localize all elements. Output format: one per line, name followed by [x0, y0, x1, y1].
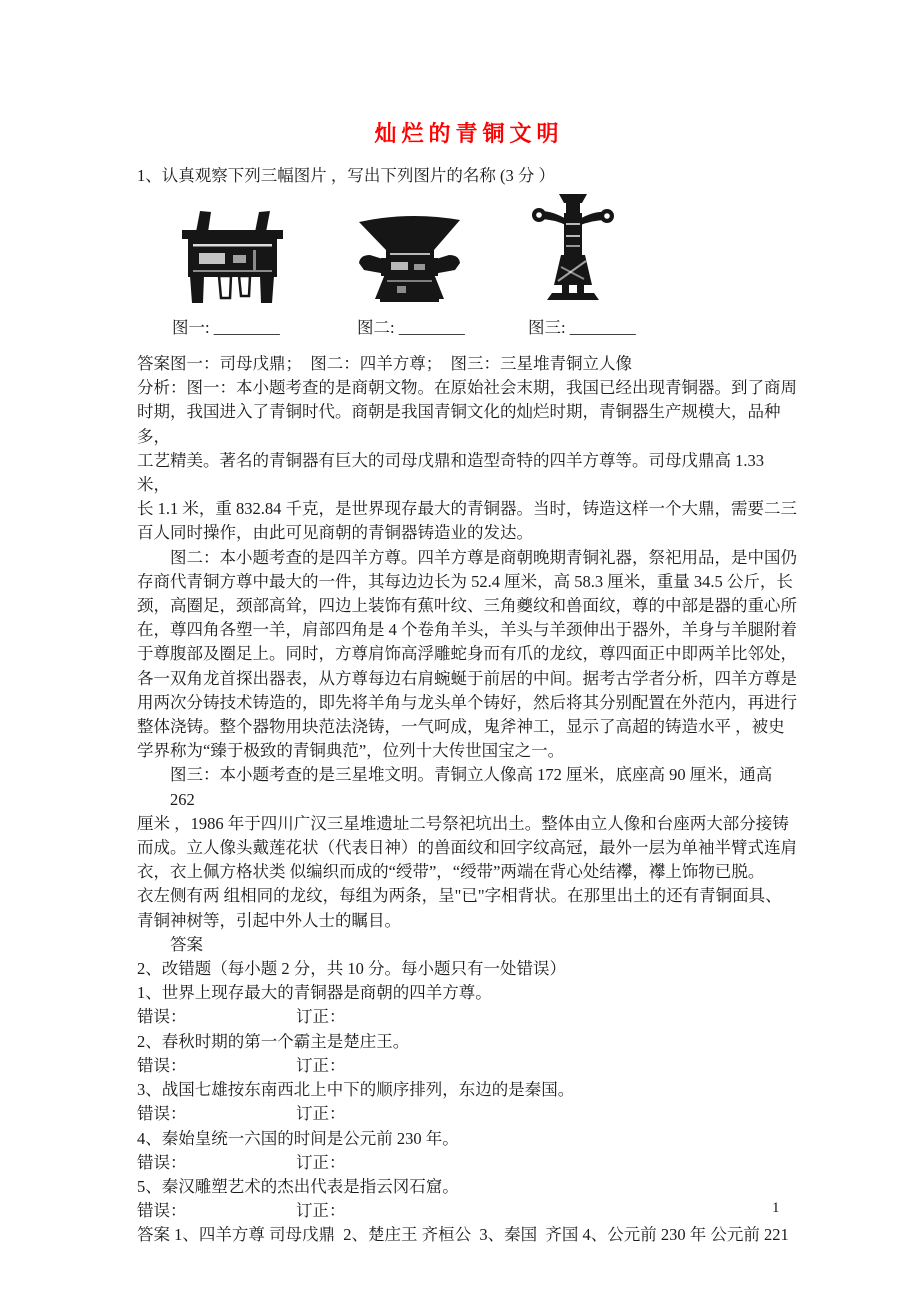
analysis-line: 图三：本小题考查的是三星堆文明。青铜立人像高 172 厘米，底座高 90 厘米，通高 262	[170, 765, 777, 809]
error-correction-row	[137, 1102, 801, 1126]
correction-label: 订正：	[296, 1152, 346, 1172]
analysis-line: 时期，我国进入了青铜时代。商朝是我国青铜文化的灿烂时期，青铜器生产规模大，品种多，	[137, 402, 781, 446]
figure1-label: 图一:	[172, 318, 210, 337]
analysis-line: 用两次分铸技术铸造的，即先将羊角与龙头单个铸好，然后将其分别配置在外范内，再进行	[137, 692, 797, 712]
analysis-line: 青铜神树等，引起中外人士的瞩目。	[137, 910, 401, 930]
analysis-line: 图二：本小题考查的是四羊方尊。四羊方尊是商朝晚期青铜礼器，祭祀用品，是中国仍	[170, 547, 797, 567]
analysis-line: 衣左侧有两 组相同的龙纹，每组为两条，呈"已"字相背状。在那里出土的还有青铜面具、	[137, 886, 782, 906]
figure1-caption	[172, 314, 280, 338]
correction-label: 订正：	[296, 1007, 346, 1027]
question1-prompt: 1、认真观察下列三幅图片 ，写出下列图片的名称 (3 分 ）	[137, 166, 555, 185]
analysis-line: 学界称为“臻于极致的青铜典范”，位列十大传世国宝之一。	[137, 741, 565, 761]
analysis-line: 长 1.1 米，重 832.84 千克，是世界现存最大的青铜器。当时，铸造这样一个大鼎，需要二三	[137, 499, 797, 519]
question2-statement: 4、秦始皇统一六国的时间是公元前 230 年。	[137, 1128, 459, 1148]
analysis-line: 于尊腹部及圈足上。同时，方尊肩饰高浮雕蛇身而有爪的龙纹，尊四面正中即两羊比邻处，	[137, 644, 797, 664]
error-correction-row	[137, 1054, 801, 1078]
analysis-line: 在，尊四角各塑一羊，肩部四角是 4 个卷角羊头，羊头与羊颈伸出于器外，羊身与羊腿附着	[137, 620, 797, 640]
analysis-line: 分析：图一：本小题考查的是商朝文物。在原始社会末期，我国已经出现青铜器。到了商周	[137, 378, 797, 398]
error-label: 错误：	[137, 1104, 187, 1124]
analysis-line: 厘米 ，1986 年于四川广汉三星堆遗址二号祭祀坑出土。整体由立人像和台座两大部分接铸	[137, 813, 789, 833]
question2-statement: 5、秦汉雕塑艺术的杰出代表是指云冈石窟。	[137, 1176, 459, 1196]
bronze-statue-figure	[528, 193, 618, 303]
error-correction-row	[137, 1151, 801, 1175]
answers-word: 答案	[170, 934, 203, 954]
analysis-line: 而成。立人像头戴莲花状（代表日神）的兽面纹和回字纹高冠，最外一层为单袖半臂式连肩	[137, 838, 797, 858]
analysis-line: 整体浇铸。整个器物用块范法浇铸，一气呵成，鬼斧神工，显示了高超的铸造水平 ，被史	[137, 717, 785, 737]
figure3-blank: ________	[569, 318, 636, 337]
error-label: 错误：	[137, 1201, 187, 1221]
error-correction-row	[137, 1005, 801, 1029]
question2-answer-line: 答案 1、四羊方尊 司母戊鼎 2、楚庄王 齐桓公 3、秦国 齐国 4、公元前 230 年 公元前 221	[137, 1225, 789, 1245]
analysis-line: 各一双角龙首探出器表，从方尊每边右肩蜿蜒于前居的中间。据考古学者分析，四羊方尊是	[137, 668, 797, 688]
analysis-line: 衣，衣上佩方格状类 似编织而成的“绶带”，“绶带”两端在背心处结襻，襻上饰物已脱。	[137, 862, 765, 882]
analysis-line: 存商代青铜方尊中最大的一件，其每边边长为 52.4 厘米，高 58.3 厘米，重量 34.5 公斤，长	[137, 571, 793, 591]
figure2-caption	[357, 314, 465, 338]
analysis-line: 颈，高圈足，颈部高耸，四边上装饰有蕉叶纹、三角夔纹和兽面纹，尊的中部是器的重心所	[137, 596, 797, 616]
figure2-blank: ________	[398, 318, 465, 337]
question2-statement: 1、世界上现存最大的青铜器是商朝的四羊方尊。	[137, 983, 492, 1003]
analysis-line: 百人同时操作，由此可见商朝的青铜器铸造业的发达。	[137, 523, 533, 543]
bronze-ding-figure	[175, 208, 290, 304]
analysis-line: 工艺精美。著名的青铜器有巨大的司母戊鼎和造型奇特的四羊方尊等。司母戊鼎高 1.33 米，	[137, 450, 769, 495]
question1-answer-line: 答案图一：司母戊鼎； 图二：四羊方尊； 图三：三星堆青铜立人像	[137, 354, 632, 373]
error-correction-row	[137, 1199, 801, 1223]
error-label: 错误：	[137, 1055, 187, 1075]
correction-label: 订正：	[296, 1104, 346, 1124]
correction-label: 订正：	[296, 1055, 346, 1075]
bronze-zun-image	[357, 210, 462, 303]
question2-statement: 3、战国七雄按东南西北上中下的顺序排列，东边的是秦国。	[137, 1080, 575, 1100]
page-number: 1	[772, 1200, 780, 1216]
figure3-caption	[528, 314, 636, 338]
figure1-blank: ________	[213, 318, 280, 337]
bronze-zun-figure	[357, 210, 462, 303]
question2-heading: 2、改错题（每小题 2 分，共 10 分。每小题只有一处错误）	[137, 959, 566, 979]
question2-statement: 2、春秋时期的第一个霸主是楚庄王。	[137, 1031, 410, 1051]
error-label: 错误：	[137, 1007, 187, 1027]
document-body	[137, 352, 801, 1248]
correction-label: 订正：	[296, 1201, 346, 1221]
bronze-statue-image	[528, 193, 618, 303]
figure2-label: 图二:	[357, 318, 395, 337]
error-label: 错误：	[137, 1152, 187, 1172]
figure3-label: 图三:	[528, 318, 566, 337]
page-title: 灿烂的青铜文明	[374, 121, 564, 146]
bronze-ding-image	[175, 208, 290, 304]
